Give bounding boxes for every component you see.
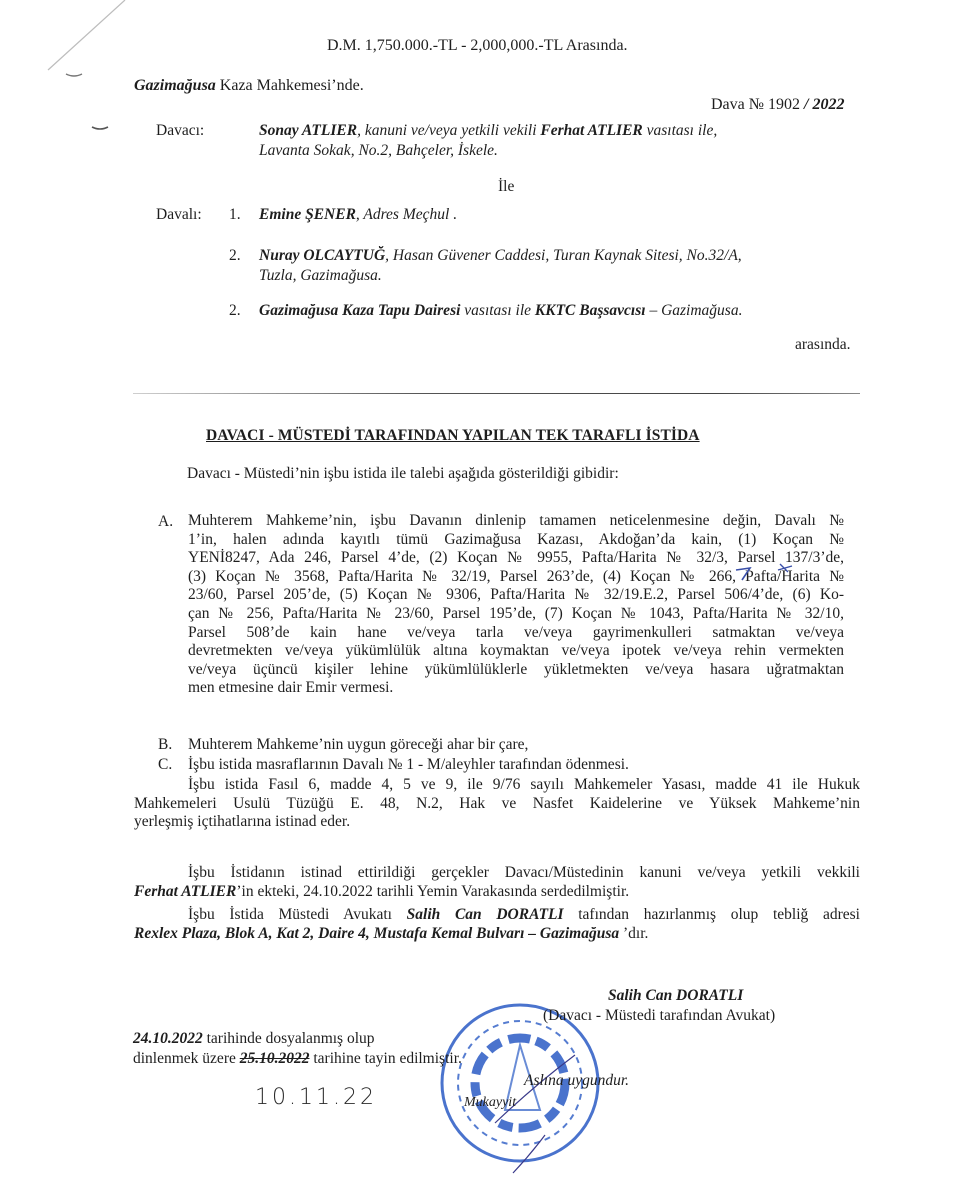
handwritten-date: 10.11.22 [255, 1085, 377, 1110]
defendant-label: Davalı: [156, 206, 202, 223]
signature-name: Salih Can DORATLI [608, 987, 744, 1004]
legal-basis-line: İşbu istida Fasıl 6, madde 4, 5 ve 9, ile 9/76 sayılı Mahkemeler Yasası, madde 41 ile Hukuk [188, 776, 860, 793]
request-b-label: B. [158, 736, 173, 753]
handwritten-correction-mark [728, 562, 798, 584]
registrar-label: Mukayyit [464, 1095, 517, 1110]
defendant-1-num: 1. [229, 206, 241, 223]
facts-agent-name: Ferhat ATLIER [134, 882, 237, 900]
plaintiff-line [259, 122, 717, 140]
plaintiff-address: Lavanta Sokak, No.2, Bahçeler, İskele. [259, 142, 498, 159]
request-a-line: YENİ8247, Ada 246, Parsel 4’de, (2) Koçan № 9955, Pafta/Harita № 32/3, Parsel 137/3’de, [188, 549, 844, 567]
legal-basis-line: Mahkemeleri Usulü Tüzüğü E. 48, N.2, Hak ve Nasfet Kaidelerine ve Yüksek Mahkeme’nin [134, 794, 860, 812]
court-city: Gazimağusa [134, 77, 216, 94]
defendant-3-via: vasıtası ile [460, 302, 535, 319]
court-rest: Kaza Mahkemesi’nde. [215, 77, 364, 94]
request-a-line: devretmekten ve/veya yükümlülük altına koymaktan ve/veya ipotek ve/veya rehin vermekten [188, 642, 844, 660]
filed-date: 24.10.2022 [133, 1030, 203, 1047]
plaintiff-name: Sonay ATLIER [259, 122, 358, 139]
prepared-line-2 [134, 925, 860, 944]
hearing-rest: tarihine tayin edilmiştir. [309, 1050, 462, 1067]
prepared-line-1a: İşbu İstida Müstedi Avukatı [188, 906, 407, 923]
intro-text: Davacı - Müstedi’nin işbu istida ile talebi aşağıda gösterildiği gibidir: [187, 465, 619, 482]
signature-role: (Davacı - Müstedi tarafından Avukat) [543, 1007, 776, 1024]
request-a-text [188, 512, 844, 698]
conjunction: İle [498, 178, 515, 195]
request-c-label: C. [158, 756, 173, 773]
filing-line-1 [133, 1030, 375, 1048]
divider-line [133, 393, 860, 394]
prepared-line-1b: tafından hazırlanmış olup tebliğ adresi [563, 906, 860, 923]
amount-range: D.M. 1,750.000.-TL - 2,000,000.-TL Arasında. [327, 37, 628, 54]
request-a-line: ve/veya üçüncü kişiler lehine yükümlülüklerle yükletmekten ve/veya hasara uğratmaktan [188, 660, 844, 678]
case-year: / 2022 [804, 96, 845, 113]
margin-pencil-marks [0, 0, 140, 160]
defendant-3-name: Gazimağusa Kaza Tapu Dairesi [259, 302, 461, 319]
request-a-line: Muhterem Mahkeme’nin, işbu Davanın dinlenip tamamen neticelenmesine değin, Davalı № [188, 512, 844, 529]
facts-line-2-rest: ’in ekteki, 24.10.2022 tarihli Yemin Varakasında serdedilmiştir. [236, 882, 630, 900]
prepared-line-2-rest: ’dır. [619, 924, 649, 942]
request-a-line: çan № 256, Pafta/Harita № 23/60, Parsel 195’de, (7) Koçan № 1043, Pafta/Harita № 32/10, [188, 604, 844, 622]
court-name [134, 77, 364, 95]
request-a-line: men etmesine dair Emir vermesi. [188, 679, 394, 697]
request-a-line: (3) Koçan № 3568, Pafta/Harita № 32/19, Parsel 263’de, (4) Koçan № 266, Pafta/Harita № [188, 567, 844, 585]
defendant-3 [259, 302, 742, 320]
request-a-label: A. [158, 513, 174, 530]
lawyer-name: Salih Can DORATLI [406, 906, 564, 923]
defendant-2-num: 2. [229, 247, 241, 264]
defendant-2-address: , Hasan Güvener Caddesi, Turan Kaynak Sitesi, No.32/A, [385, 247, 742, 264]
hearing-prefix: dinlenmek üzere [133, 1050, 240, 1067]
defendant-1-name: Emine ŞENER [259, 206, 356, 223]
case-number-prefix: Dava № 1902 [711, 96, 805, 113]
between-label: arasında. [795, 336, 851, 353]
defendant-2-address-line2: Tuzla, Gazimağusa. [259, 267, 382, 284]
facts-line-1: İşbu İstidanın istinad ettirildiği gerçekler Davacı/Müstedinin kanuni ve/veya yetkili vekkili [188, 864, 860, 881]
filing-line-2 [133, 1050, 462, 1068]
defendant-3-prosecutor: KKTC Başsavcısı [534, 302, 646, 319]
facts-paragraph [134, 864, 860, 901]
legal-basis [134, 776, 860, 832]
legal-basis-line: yerleşmiş içtihatlarına istinad eder. [134, 813, 351, 831]
defendant-3-city: – Gazimağusa. [645, 302, 743, 319]
certified-true-copy: Aslına uygundur. [524, 1072, 630, 1089]
prepared-paragraph [134, 906, 860, 943]
plaintiff-end: vasıtası ile, [642, 122, 718, 139]
plaintiff-label: Davacı: [156, 122, 205, 139]
case-number [711, 96, 844, 114]
facts-line-2 [134, 883, 860, 902]
request-a-line: 1’in, halen adında kayıtlı tümü Gazimağusa Kazası, Akdoğan’da kain, (1) Koçan № [188, 530, 844, 548]
plaintiff-mid: , kanuni ve/veya yetkili vekili [357, 122, 541, 139]
prepared-line-1 [134, 906, 860, 925]
service-address: Rexlex Plaza, Blok A, Kat 2, Daire 4, Mustafa Kemal Bulvarı – Gazimağusa [134, 924, 620, 942]
defendant-1 [259, 206, 457, 224]
defendant-2 [259, 247, 742, 265]
request-c-text: İşbu istida masraflarının Davalı № 1 - M/aleyhler tarafından ödenmesi. [188, 756, 629, 773]
hearing-date: 25.10.2022 [239, 1050, 310, 1067]
filed-rest: tarihinde dosyalanmış olup [202, 1030, 375, 1047]
defendant-3-num: 2. [229, 302, 241, 319]
document-title: DAVACI - MÜSTEDİ TARAFINDAN YAPILAN TEK TARAFLI İSTİDA [206, 427, 700, 444]
plaintiff-agent: Ferhat ATLIER [540, 122, 643, 139]
request-a-line: Parsel 508’de kain hane ve/veya tarla ve/veya gayrimenkulleri satmaktan ve/veya [188, 623, 844, 641]
request-a-line: 23/60, Parsel 205’de, (5) Koçan № 9306, Pafta/Harita № 32/19.E.2, Parsel 506/4’de, (6) Ko- [188, 586, 844, 604]
request-b-text: Muhterem Mahkeme’nin uygun göreceği ahar bir çare, [188, 736, 529, 753]
defendant-2-name: Nuray OLCAYTUĞ [259, 247, 386, 264]
defendant-1-address: , Adres Meçhul . [355, 206, 458, 223]
